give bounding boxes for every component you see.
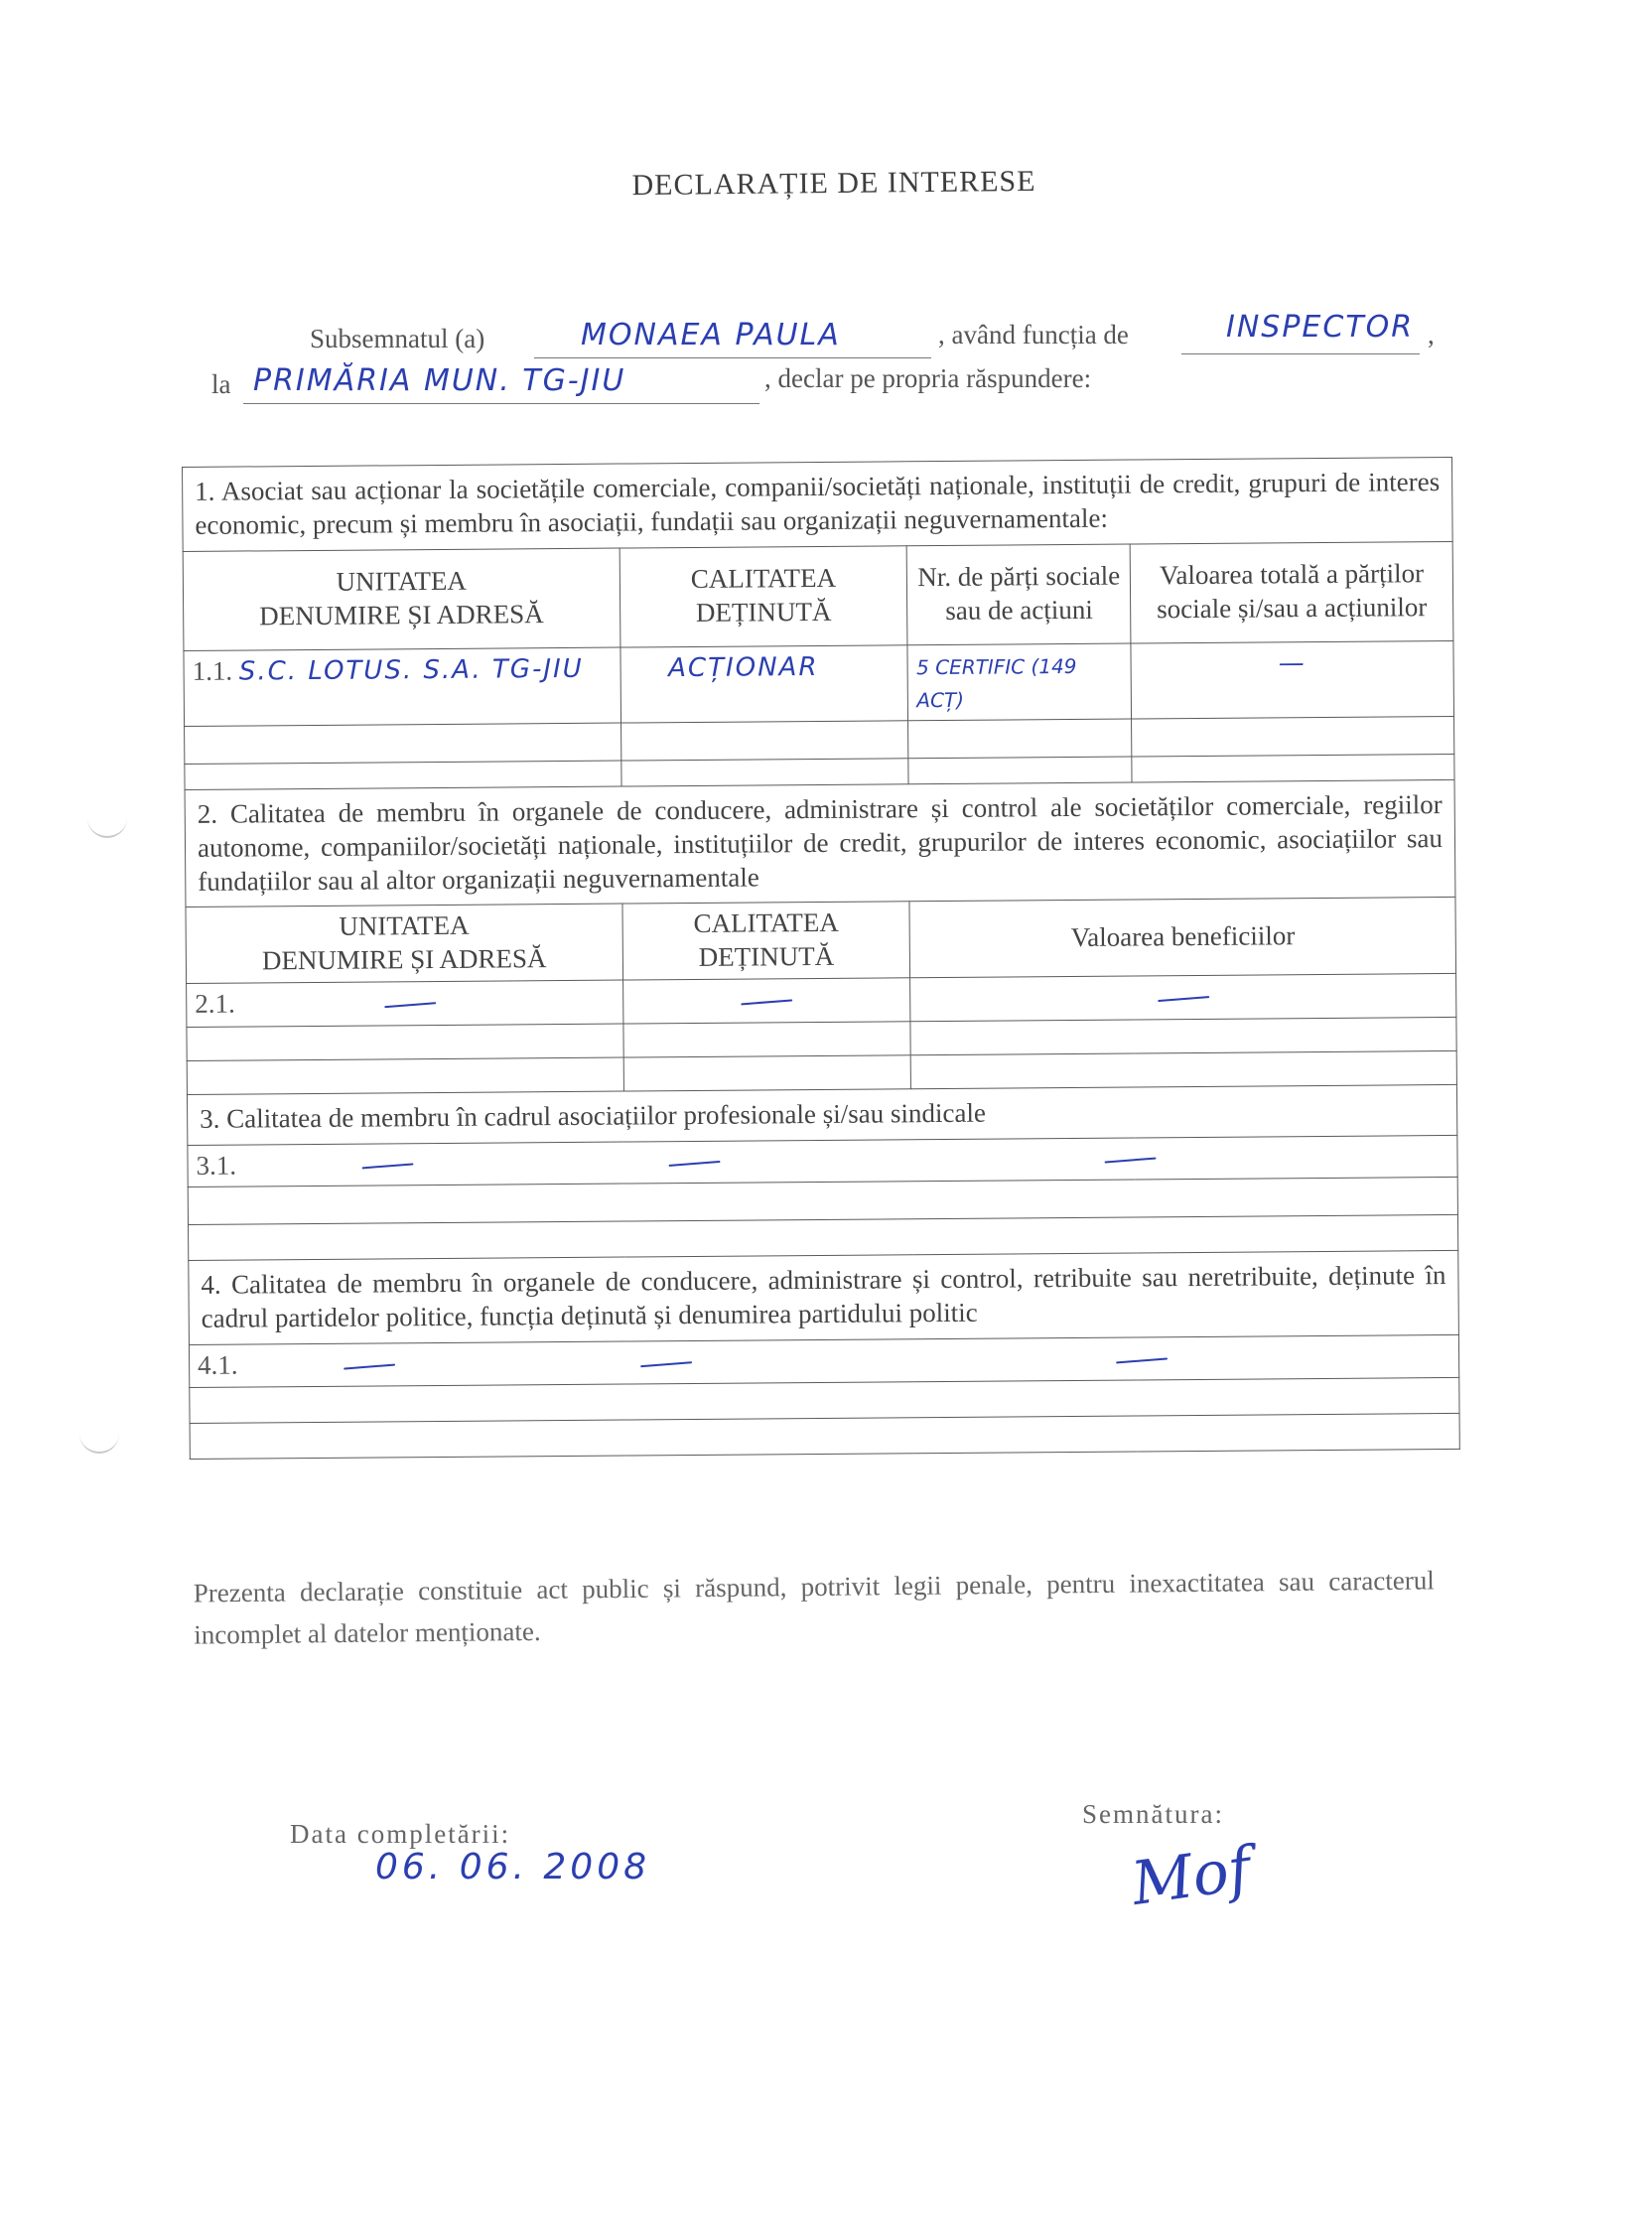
date-value: 06. 06. 2008 <box>375 1847 651 1887</box>
s1-col-shares: Nr. de părți sociale sau de acțiuni <box>907 543 1132 644</box>
s2-row1-dash <box>741 999 792 1005</box>
s2-row1-benefit-cell <box>910 973 1456 1021</box>
table-row <box>184 640 1454 727</box>
signature-label: Semnătura: <box>1082 1799 1224 1829</box>
section-4-heading: 4. Calitatea de membru în organele de conducere, administrare și control, retribuite sau neretribuite, deținute în cadrul partidelor politice, funcția deținută și denumirea partidului politic <box>189 1251 1459 1345</box>
s3-row-number: 3.1. <box>196 1150 237 1181</box>
section-3-heading: 3. Calitatea de membru în cadrul asociațiilor profesionale și/sau sindicale <box>187 1084 1456 1145</box>
section-4-heading-row <box>189 1251 1459 1345</box>
function-value: INSPECTOR <box>1226 310 1415 345</box>
scan-mark <box>79 1430 119 1454</box>
s2-col-unit: UNITATEA DENUMIRE ȘI ADRESĂ <box>186 904 622 983</box>
s1-row1-unit-cell <box>184 647 620 727</box>
s2-row1-dash <box>1158 996 1209 1002</box>
s2-col-benefits: Valoarea beneficiilor <box>909 898 1455 978</box>
s4-row1-dash <box>1116 1357 1168 1363</box>
s3-row1-dash <box>669 1161 721 1167</box>
s1-row1-shares: 5 CERTIFIC (149 ACȚ) <box>915 653 1077 713</box>
s1-row1-unit: S.C. LOTUS. S.A. TG-JIU <box>238 653 584 687</box>
s1-col-value: Valoarea totală a părților sociale și/sau a acțiunilor <box>1130 541 1452 643</box>
interests-table <box>182 457 1460 1460</box>
s1-row1-value-cell <box>1131 640 1453 719</box>
section-1-heading-row <box>183 457 1453 551</box>
subsemnatul-label: Subsemnatul (a) <box>310 324 485 353</box>
function-label: , având funcția de <box>938 320 1129 349</box>
declar-label: , declar pe propria răspundere: <box>764 363 1092 393</box>
s4-row-number: 4.1. <box>197 1349 238 1380</box>
s3-row1-dash <box>362 1164 414 1170</box>
workplace-value: PRIMĂRIA MUN. TG-JIU <box>253 363 626 398</box>
s2-row-number: 2.1. <box>195 988 235 1019</box>
s1-row-number: 1.1. <box>192 655 233 686</box>
date-label: Data completării: <box>290 1819 511 1849</box>
section-1-heading: 1. Asociat sau acționar la societățile comerciale, companii/societăți naționale, instituții de credit, grupuri de interes economic, precum și membru în asociații, fundații sau organizații neguvernamentale: <box>183 457 1453 551</box>
function-comma: , <box>1428 320 1435 349</box>
at-label: la <box>211 369 231 399</box>
s2-col-quality: CALITATEA DEȚINUTĂ <box>622 902 910 980</box>
declarant-name: MONAEA PAULA <box>581 318 841 352</box>
s1-row1-quality-cell <box>620 644 908 723</box>
document-title: DECLARAȚIE DE INTERESE <box>631 164 1036 203</box>
legal-statement: Prezenta declarație constituie act public și răspund, potrivit legii penale, pentru inexactitatea sau caracterul incomplet al datelor menționate. <box>193 1565 1435 1650</box>
s1-col-quality: CALITATEA DEȚINUTĂ <box>620 545 908 646</box>
s4-row1-dash <box>640 1361 692 1367</box>
s2-row1-unit-cell <box>187 980 623 1027</box>
section-2-heading: 2. Calitatea de membru în organele de conducere, administrare și control ale societăților comerciale, regiilor autonome, companiilor/societăți naționale, instituțiilor de credit, grupurilor de interes economic, asociațiilor sau fundațiilor sau al altor organizații neguvernamentale <box>185 779 1455 907</box>
scan-mark <box>87 814 127 838</box>
s4-row1-dash <box>344 1363 395 1369</box>
section-1-column-headers <box>183 541 1453 650</box>
section-2-heading-row <box>185 779 1455 907</box>
s1-row1-shares-cell <box>907 642 1131 720</box>
section-2-column-headers <box>186 898 1456 984</box>
s3-row1-dash <box>1104 1158 1156 1164</box>
s2-row1-dash <box>384 1002 436 1008</box>
s1-row1-quality: ACȚIONAR <box>668 651 819 683</box>
s1-col-unit: UNITATEA DENUMIRE ȘI ADRESĂ <box>183 548 620 650</box>
s1-row1-value: — <box>1278 647 1307 678</box>
signature-scribble: Mof <box>1127 1834 1256 1919</box>
s2-row1-quality-cell <box>622 978 910 1024</box>
